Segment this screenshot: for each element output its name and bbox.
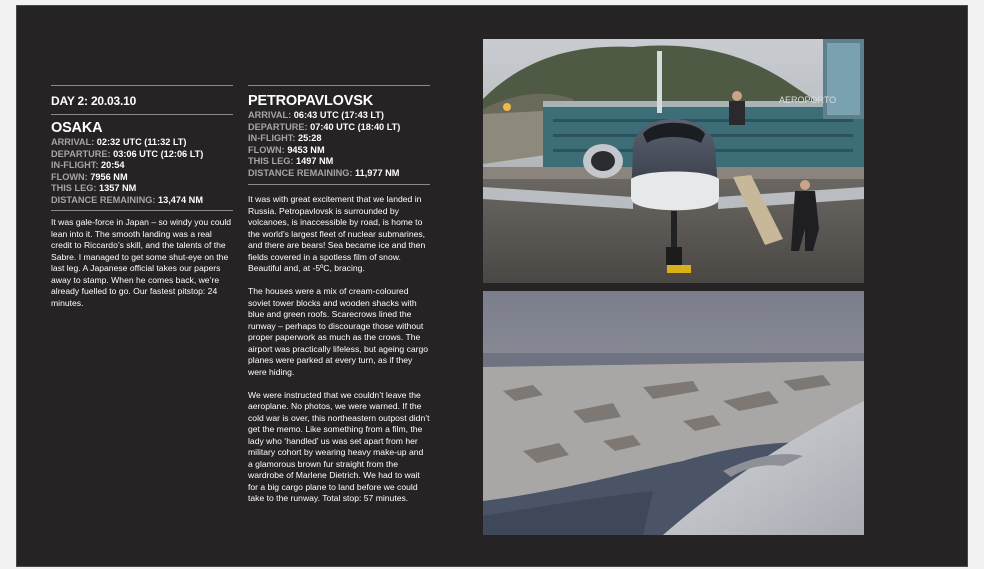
stat-key: THIS LEG: [51, 183, 97, 193]
stat-value: 7956 NM [90, 171, 128, 182]
stat-row [248, 156, 430, 168]
aerial-photo-illustration [483, 291, 864, 535]
flight-stats [51, 137, 233, 210]
stat-row [51, 149, 233, 161]
divider [51, 210, 233, 211]
aerial-coast-photo [483, 291, 864, 535]
stat-key: IN-FLIGHT: [248, 133, 296, 143]
paragraph: The houses were a mix of cream-coloured soviet tower blocks and wooden shacks with blue and green roofs. Scarecrows lined the runway – perhaps to discourage those without proper paperwork as much as the crows. The airport was practically lifeless, but ageing cargo planes were parked at every turn, as if they were hiding. [248, 286, 429, 377]
paragraph: It was gale-force in Japan – so windy you could lean into it. The smooth landing was a real credit to Riccardo’s skill, and the talents of the Sabre. I managed to get some shut-eye on the last leg. A Japanese official takes our papers away to stamp. When he comes back, we’re already fuelled to go. Our fastest pitstop: 24 minutes. [51, 217, 232, 308]
divider [51, 114, 233, 115]
stat-key: IN-FLIGHT: [51, 160, 99, 170]
stat-row [248, 110, 430, 122]
stat-key: FLOWN: [51, 171, 88, 182]
stat-key: DISTANCE REMAINING: [51, 194, 156, 205]
city-title: OSAKA [51, 120, 103, 136]
stat-value: 1497 NM [296, 156, 334, 166]
stat-key: ARRIVAL: [51, 137, 95, 147]
stat-value: 20:54 [101, 160, 125, 170]
osaka-column [51, 85, 233, 321]
stat-value: 25:28 [298, 133, 322, 143]
stat-value: 07:40 UTC (18:40 LT) [310, 121, 401, 132]
stat-row [248, 168, 430, 180]
stat-row [248, 133, 430, 145]
stat-row [51, 172, 233, 184]
stat-row [51, 183, 233, 195]
stat-row [51, 137, 233, 149]
stat-row [51, 160, 233, 172]
stat-value: 06:43 UTC (17:43 LT) [293, 110, 384, 120]
day-heading: DAY 2: 20.03.10 [51, 94, 137, 108]
paragraph: It was with great excitement that we landed in Russia. Petropavlovsk is surrounded by volcanoes, is inaccessible by road, is home to the world’s largest fleet of nuclear submarines, and there are bears! Sea became ice and then fields covered in a spotless film of snow. Beautiful and, at -5ºC, bracing. [248, 194, 426, 273]
stat-value: 03:06 UTC (12:06 LT) [113, 148, 204, 159]
petropavlovsk-column [248, 85, 430, 516]
city-title: PETROPAVLOVSK [248, 93, 373, 109]
flight-stats [248, 110, 430, 184]
article-body [248, 194, 430, 505]
terminal-sign: AEROPORTO [779, 95, 837, 105]
stat-key: FLOWN: [248, 144, 285, 155]
stat-value: 1357 NM [99, 183, 137, 193]
article-body [51, 217, 233, 309]
stat-key: THIS LEG: [248, 156, 294, 166]
stat-value: 13,474 NM [158, 194, 203, 205]
stat-key: DISTANCE REMAINING: [248, 167, 353, 178]
stat-row [51, 195, 233, 207]
divider [248, 85, 430, 86]
jet-photo-illustration [483, 39, 864, 283]
stat-key: ARRIVAL: [248, 110, 292, 120]
stat-row [248, 122, 430, 134]
stat-value: 9453 NM [287, 144, 325, 155]
stat-row [248, 145, 430, 157]
jet-on-tarmac-photo [483, 39, 864, 283]
stat-key: DEPARTURE: [51, 148, 111, 159]
paragraph: We were instructed that we couldn’t leave the aeroplane. No photos, we were warned. If the cold war is over, this northeastern outpost didn’t get the memo. Like something from a film, the lady who ‘handled’ us was set apart from her military cohort by wearing heavy make-up and a glamorous brown fur straight from the wardrobe of Marlene Dietrich. We had to wait for a big cargo plane to land before we could take to the runway. Total stop: 57 minutes. [248, 389, 430, 503]
divider [248, 184, 430, 185]
magazine-spread [16, 5, 968, 567]
stat-value: 11,977 NM [355, 167, 400, 178]
stat-value: 02:32 UTC (11:32 LT) [96, 137, 187, 147]
stat-key: DEPARTURE: [248, 121, 308, 132]
